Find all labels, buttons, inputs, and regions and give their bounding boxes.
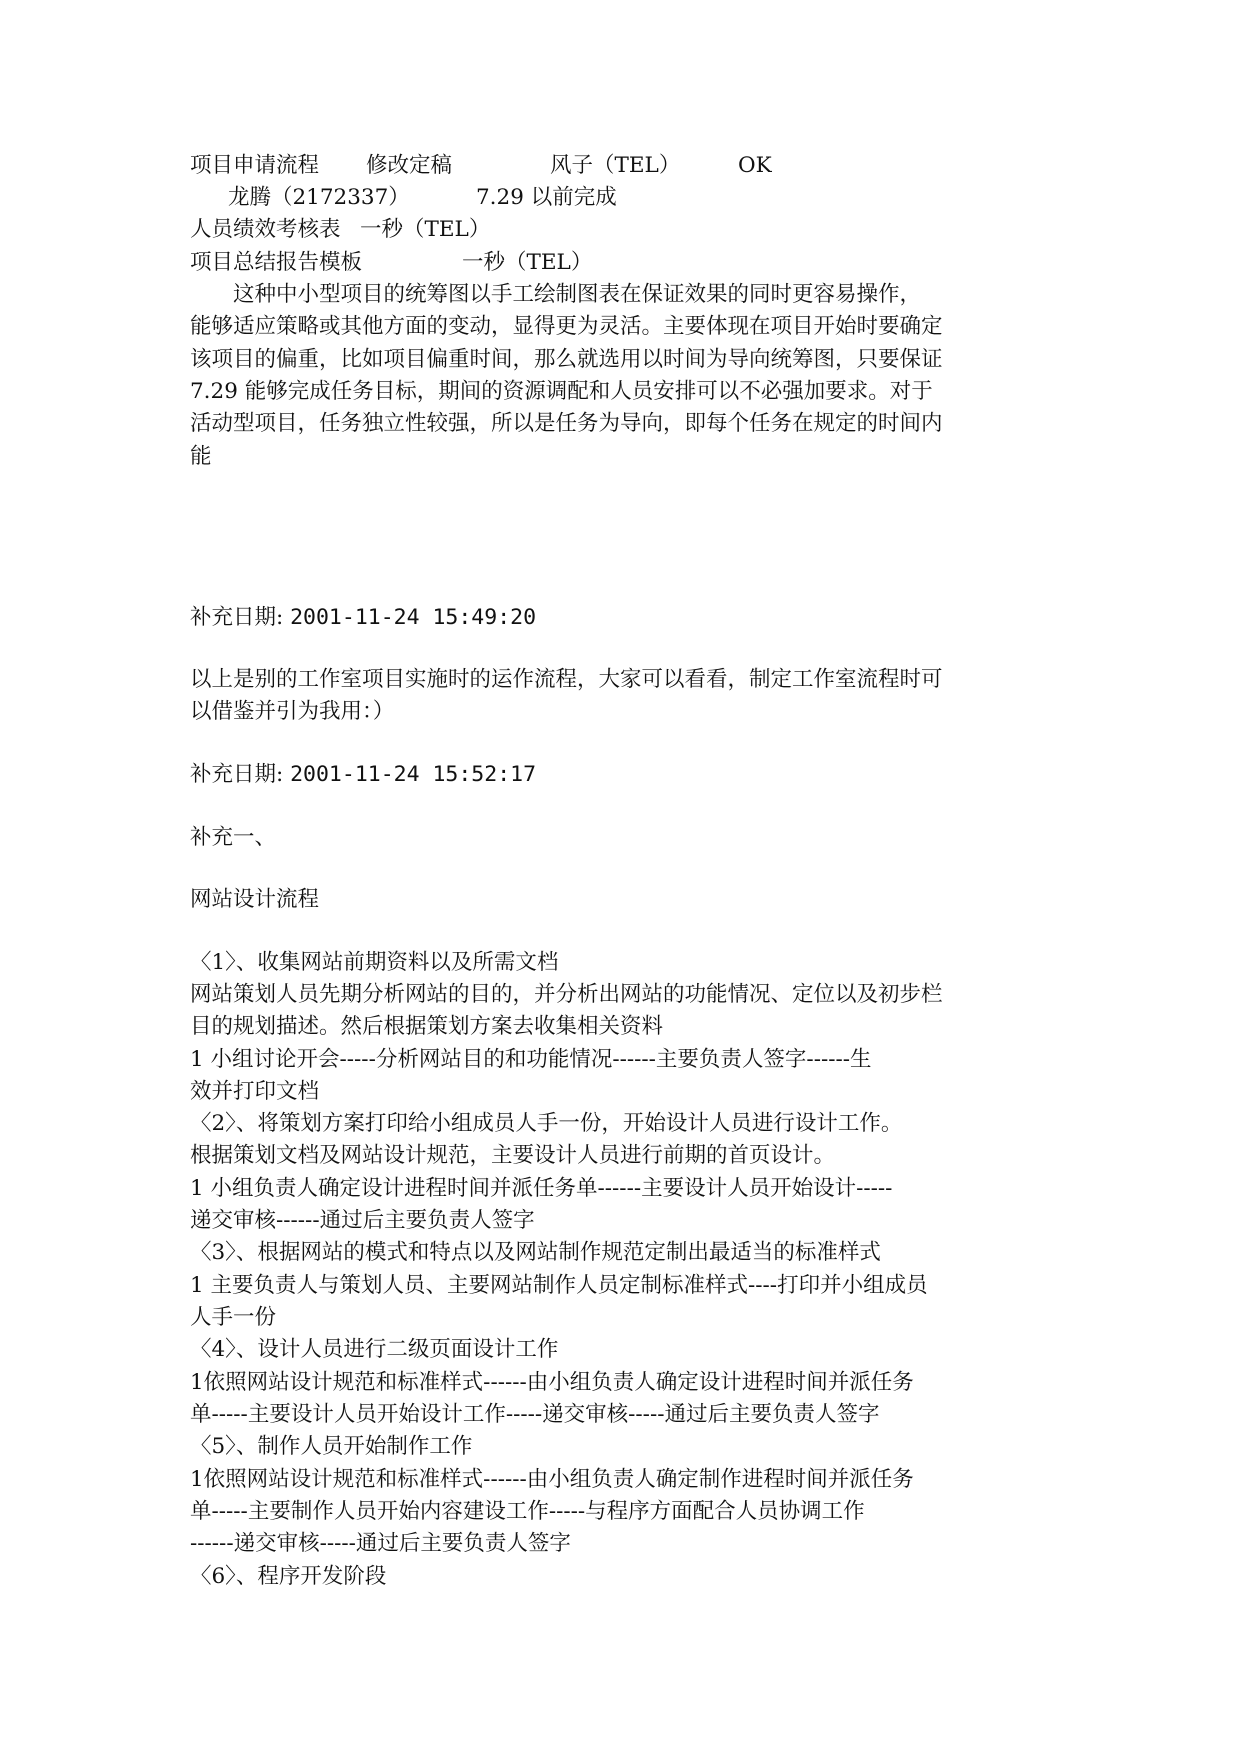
process-step-heading: 〈2〉、将策划方案打印给小组成员人手一份，开始设计人员进行设计工作。 [190, 1111, 903, 1136]
process-line: 人手一份 [190, 1305, 277, 1330]
paragraph-line: 能够适应策略或其他方面的变动，显得更为灵活。主要体现在项目开始时要确定 [190, 314, 943, 339]
doc-item-label: 人员绩效考核表 [190, 217, 341, 242]
supplement-heading: 补充一、 [190, 825, 277, 850]
paragraph-line: 能 [190, 444, 212, 469]
process-line: ------递交审核-----通过后主要负责人签字 [190, 1531, 571, 1556]
process-line: 1 小组负责人确定设计进程时间并派任务单------主要设计人员开始设计----- [190, 1176, 893, 1201]
process-step-heading: 〈6〉、程序开发阶段 [190, 1564, 387, 1589]
process-step-heading: 〈5〉、制作人员开始制作工作 [190, 1434, 473, 1459]
process-line: 1 主要负责人与策划人员、主要网站制作人员定制标准样式----打印并小组成员 [190, 1273, 928, 1298]
supplement-date-2 [190, 760, 536, 790]
process-line: 单-----主要制作人员开始内容建设工作-----与程序方面配合人员协调工作 [190, 1499, 865, 1524]
process-line: 单-----主要设计人员开始设计工作-----递交审核-----通过后主要负责人签字 [190, 1402, 880, 1427]
owner-text: 一秒（TEL） [360, 217, 491, 242]
process-step-heading: 〈4〉、设计人员进行二级页面设计工作 [190, 1337, 559, 1362]
date-value: 2001-11-24 15:49:20 [290, 605, 537, 630]
supplement-text-line: 以借鉴并引为我用：） [190, 699, 395, 724]
result-text: OK [738, 153, 772, 178]
date-label: 补充日期: [190, 605, 291, 630]
supplement-text-line: 以上是别的工作室项目实施时的运作流程，大家可以看看，制定工作室流程时可 [190, 667, 943, 692]
paragraph-line: 该项目的偏重，比如项目偏重时间，那么就选用以时间为导向统筹图，只要保证 [190, 347, 943, 372]
paragraph-line: 活动型项目，任务独立性较强，所以是任务为导向，即每个任务在规定的时间内 [190, 411, 943, 436]
process-line: 1依照网站设计规范和标准样式------由小组负责人确定制作进程时间并派任务 [190, 1467, 914, 1492]
process-line: 网站策划人员先期分析网站的目的，并分析出网站的功能情况、定位以及初步栏 [190, 982, 943, 1007]
doc-item-label: 项目总结报告模板 [190, 250, 363, 275]
doc-item-label: 项目申请流程 [190, 153, 320, 178]
process-line: 根据策划文档及网站设计规范，主要设计人员进行前期的首页设计。 [190, 1143, 836, 1168]
status-text: 修改定稿 [366, 153, 453, 178]
process-step-heading: 〈3〉、根据网站的模式和特点以及网站制作规范定制出最适当的标准样式 [190, 1240, 881, 1265]
date-value: 2001-11-24 15:52:17 [290, 762, 537, 787]
process-line: 1 小组讨论开会-----分析网站目的和功能情况------主要负责人签字------生 [190, 1047, 872, 1072]
owner-text: 风子（TEL） [550, 153, 681, 178]
supplement-date-1 [190, 603, 536, 633]
paragraph-line: 这种中小型项目的统筹图以手工绘制图表在保证效果的同时更容易操作， [190, 282, 922, 307]
section-title: 网站设计流程 [190, 887, 320, 912]
owner-text: 一秒（TEL） [462, 250, 593, 275]
deadline-text: 7.29 以前完成 [476, 185, 617, 210]
process-line: 1依照网站设计规范和标准样式------由小组负责人确定设计进程时间并派任务 [190, 1370, 914, 1395]
owner-text: 龙腾（2172337） [228, 185, 410, 210]
process-line: 效并打印文档 [190, 1079, 320, 1104]
paragraph-line: 7.29 能够完成任务目标，期间的资源调配和人员安排可以不必强加要求。对于 [190, 379, 933, 404]
process-line: 目的规划描述。然后根据策划方案去收集相关资料 [190, 1014, 664, 1039]
process-line: 递交审核------通过后主要负责人签字 [190, 1208, 535, 1233]
date-label: 补充日期: [190, 762, 291, 787]
process-step-heading: 〈1〉、收集网站前期资料以及所需文档 [190, 950, 559, 975]
